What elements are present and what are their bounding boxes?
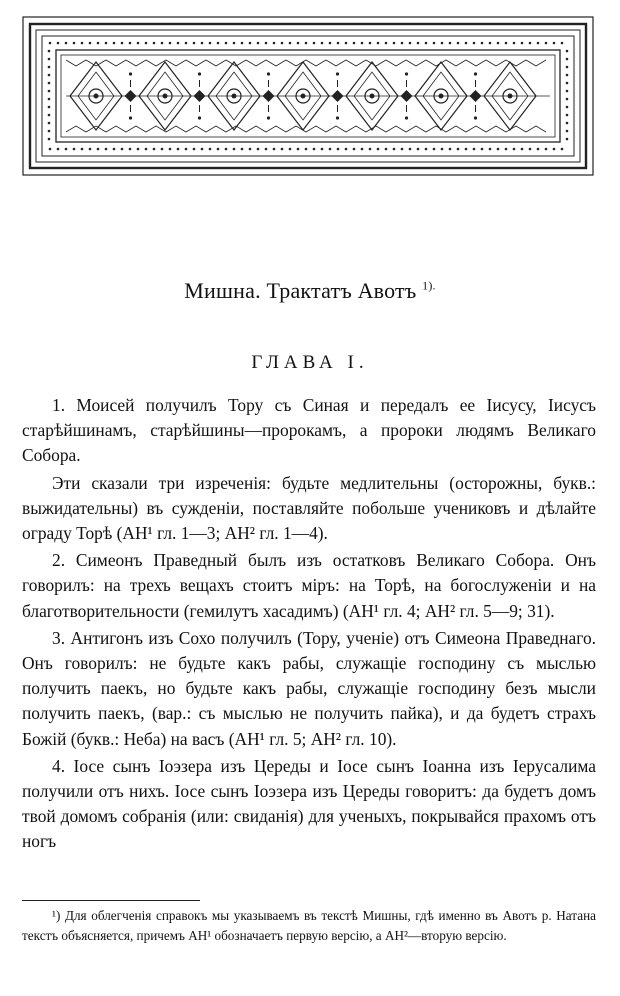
- title-footnote-marker: 1).: [422, 278, 436, 293]
- chapter-heading: ГЛАВА I.: [251, 352, 369, 373]
- paragraph-4: 4. Іосе сынъ Іоэзера изъ Цереды и Іосе сынъ Іоанна изъ Іерусалима получили отъ нихъ. Іосе сынъ Іоэзера изъ Цереды говоритъ: да будетъ домъ твой домомъ собранія (или: свиданія) для ученыхъ, покрывайся прахомъ отъ ногъ: [22, 755, 596, 852]
- header-ornament: [22, 16, 594, 176]
- footnote-text: ¹) Для облегченія справокъ мы указываемъ въ текстѣ Мишны, гдѣ именно въ Авотъ р. Натана текстъ объясняется, причемъ АН¹ обозначаетъ первую версію, а АН²—вторую версію.: [22, 908, 596, 943]
- paragraph-3: 3. Антигонъ изъ Сохо получилъ (Тору, ученіе) отъ Симеона Праведнаго. Онъ говорилъ: не будьте какъ рабы, служащіе господину съ мыслью получить паекъ, но будьте какъ рабы, служащіе господину безъ мысли получить паекъ, (вар.: съ мыслью не получить пайка), и да будетъ страхъ Божій (букв.: Неба) на васъ (АН¹ гл. 5; АН² гл. 10).: [22, 627, 596, 749]
- paragraph-1-cont: Эти сказали три изреченія: будьте медлительны (осторожны, букв.: выжидательны) въ сужденіи, поставляйте побольше учениковъ и дѣлайте ограду Торѣ (АН¹ гл. 1—3; АН² гл. 1—4).: [22, 472, 596, 544]
- footnote: [22, 906, 596, 946]
- main-text: [22, 393, 596, 857]
- footnote-separator: [22, 900, 200, 901]
- paragraph-1: 1. Моисей получилъ Тору съ Синая и передалъ ее Іисусу, Іисусъ старѣйшинамъ, старѣйшины—пророкамъ, а пророки людямъ Великаго Собора.: [22, 395, 596, 466]
- page-title: Мишна. Трактатъ Авотъ $^{1).}$: [184, 278, 436, 303]
- paragraph-2: 2. Симеонъ Праведный былъ изъ остатковъ Великаго Собора. Онъ говорилъ: на трехъ вещахъ стоитъ міръ: на Торѣ, на богослуженіи и на благотворительности (гемилутъ хасадимъ) (АН¹ гл. 4; АН² гл. 5—9; 31).: [22, 550, 596, 621]
